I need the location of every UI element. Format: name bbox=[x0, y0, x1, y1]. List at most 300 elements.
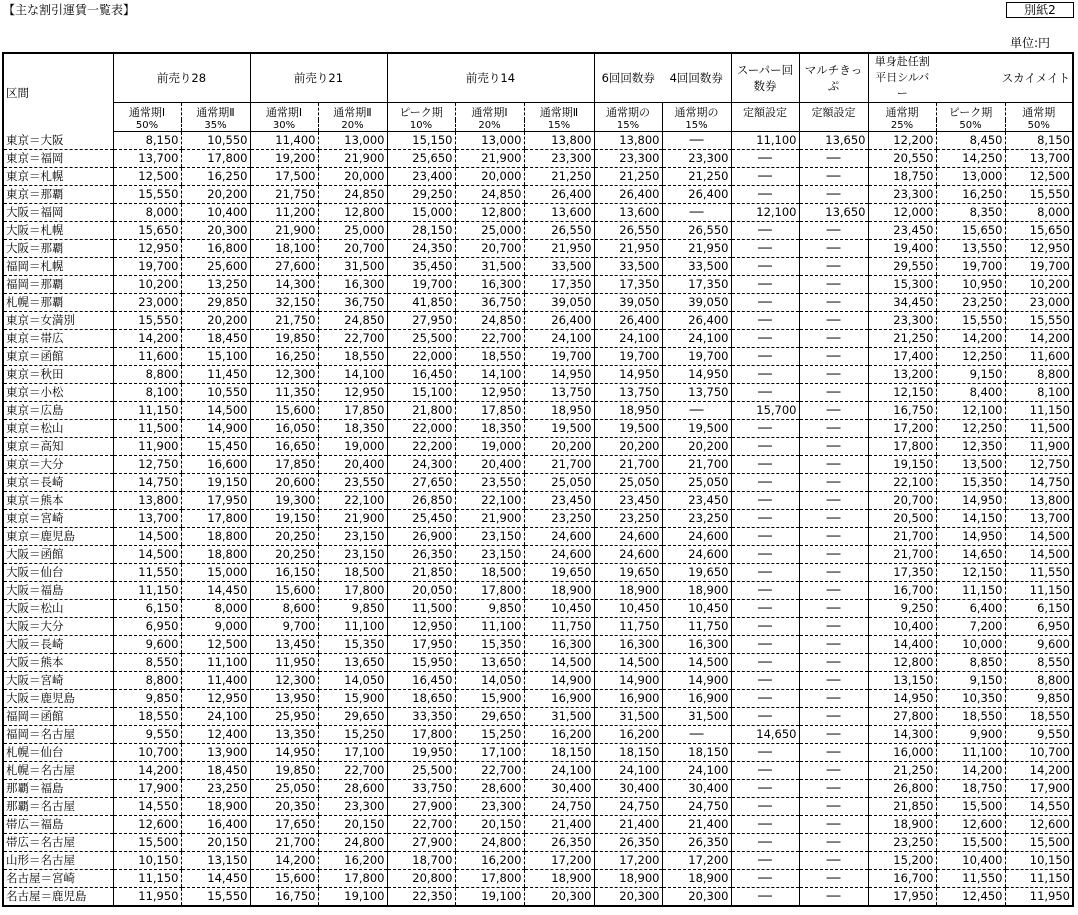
fare-cell: 13,700 bbox=[1005, 510, 1073, 528]
fare-cell: 19,000 bbox=[318, 438, 387, 456]
fare-cell: 14,200 bbox=[113, 330, 181, 348]
fare-cell: ── bbox=[731, 492, 799, 510]
fare-cell: 24,750 bbox=[524, 798, 594, 816]
fare-cell: ── bbox=[731, 528, 799, 546]
fare-cell: 14,650 bbox=[936, 546, 1005, 564]
fare-cell: 19,150 bbox=[181, 474, 250, 492]
route-cell: 大阪＝松山 bbox=[3, 600, 113, 618]
fare-cell: 8,800 bbox=[1005, 672, 1073, 690]
table-row bbox=[3, 186, 1073, 204]
fare-cell: 15,550 bbox=[1005, 186, 1073, 204]
fare-cell: 14,500 bbox=[113, 546, 181, 564]
fare-cell: ── bbox=[799, 888, 868, 907]
fare-cell: 19,300 bbox=[250, 492, 318, 510]
fare-cell: 18,900 bbox=[524, 582, 594, 600]
fare-cell: 24,850 bbox=[455, 186, 524, 204]
fare-cell: 28,150 bbox=[387, 222, 455, 240]
route-cell: 東京＝大阪 bbox=[3, 132, 113, 150]
fare-cell: 23,250 bbox=[936, 294, 1005, 312]
fare-cell: 10,200 bbox=[1005, 276, 1073, 294]
fare-cell: 11,200 bbox=[250, 204, 318, 222]
fare-cell: 11,150 bbox=[113, 402, 181, 420]
route-cell: 東京＝宮崎 bbox=[3, 510, 113, 528]
sub-header-cell: 通常期Ⅰ bbox=[455, 103, 524, 121]
fare-cell: 31,500 bbox=[594, 708, 662, 726]
percent-cell: 20% bbox=[318, 120, 387, 132]
table-row bbox=[3, 456, 1073, 474]
fare-cell: ── bbox=[799, 726, 868, 744]
fare-cell: 13,650 bbox=[799, 132, 868, 150]
unit-label: 単位:円 bbox=[1010, 36, 1051, 50]
fare-cell: 23,250 bbox=[524, 510, 594, 528]
fare-cell: 16,700 bbox=[868, 870, 936, 888]
fare-cell: 8,600 bbox=[250, 600, 318, 618]
table-row bbox=[3, 168, 1073, 186]
table-row bbox=[3, 294, 1073, 312]
fare-cell: 12,500 bbox=[113, 168, 181, 186]
fare-cell: 19,700 bbox=[1005, 258, 1073, 276]
fare-cell: 18,800 bbox=[181, 528, 250, 546]
fare-cell: 17,950 bbox=[181, 492, 250, 510]
fare-cell: 21,400 bbox=[662, 816, 731, 834]
fare-cell: 30,400 bbox=[524, 780, 594, 798]
fare-cell: ── bbox=[731, 744, 799, 762]
fare-cell: ── bbox=[799, 366, 868, 384]
route-cell: 帯広＝名古屋 bbox=[3, 834, 113, 852]
fare-cell: 26,800 bbox=[868, 780, 936, 798]
fare-cell: 12,300 bbox=[250, 366, 318, 384]
fare-cell: 18,550 bbox=[318, 348, 387, 366]
fare-cell: 18,550 bbox=[1005, 708, 1073, 726]
fare-cell: 26,400 bbox=[524, 186, 594, 204]
fare-cell: 17,900 bbox=[1005, 780, 1073, 798]
fare-cell: 14,500 bbox=[662, 654, 731, 672]
fare-cell: 20,300 bbox=[181, 222, 250, 240]
fare-cell: 18,450 bbox=[181, 330, 250, 348]
fare-cell: 17,850 bbox=[318, 402, 387, 420]
fare-cell: 22,350 bbox=[387, 888, 455, 907]
fare-cell: 18,450 bbox=[181, 762, 250, 780]
table-row bbox=[3, 870, 1073, 888]
fare-cell: 15,600 bbox=[250, 402, 318, 420]
fare-cell: 26,900 bbox=[387, 528, 455, 546]
fare-cell: 11,750 bbox=[594, 618, 662, 636]
percent-cell bbox=[799, 120, 868, 132]
route-cell: 大阪＝函館 bbox=[3, 546, 113, 564]
fare-cell: 11,100 bbox=[936, 744, 1005, 762]
fare-cell: 14,550 bbox=[1005, 798, 1073, 816]
fare-cell: ── bbox=[731, 654, 799, 672]
route-cell: 東京＝鹿児島 bbox=[3, 528, 113, 546]
fare-rows bbox=[3, 132, 1073, 907]
fare-cell: 12,600 bbox=[1005, 816, 1073, 834]
table-row bbox=[3, 150, 1073, 168]
fare-cell: ── bbox=[799, 276, 868, 294]
fare-cell: 15,950 bbox=[387, 654, 455, 672]
fare-cell: 14,900 bbox=[594, 672, 662, 690]
fare-cell: ── bbox=[799, 168, 868, 186]
fare-cell: 8,150 bbox=[113, 132, 181, 150]
fare-cell: 18,900 bbox=[594, 870, 662, 888]
fare-cell: 20,700 bbox=[455, 240, 524, 258]
fare-cell: 8,150 bbox=[1005, 132, 1073, 150]
fare-cell: 6,150 bbox=[1005, 600, 1073, 618]
fare-cell: ── bbox=[799, 240, 868, 258]
route-cell: 大阪＝仙台 bbox=[3, 564, 113, 582]
fare-cell: ── bbox=[731, 366, 799, 384]
group-header: 4回回数券 bbox=[669, 71, 723, 85]
sub-header-cell: ピーク期 bbox=[387, 103, 455, 121]
route-cell: 那覇＝福島 bbox=[3, 780, 113, 798]
fare-cell: 18,900 bbox=[662, 582, 731, 600]
fare-cell: 12,600 bbox=[936, 816, 1005, 834]
fare-cell: 16,900 bbox=[662, 690, 731, 708]
fare-cell: ── bbox=[799, 564, 868, 582]
fare-cell: 26,350 bbox=[524, 834, 594, 852]
fare-cell: 12,250 bbox=[936, 348, 1005, 366]
fare-cell: 13,000 bbox=[318, 132, 387, 150]
fare-cell: ── bbox=[799, 762, 868, 780]
fare-cell: 11,150 bbox=[936, 582, 1005, 600]
fare-cell: 11,600 bbox=[113, 348, 181, 366]
table-row bbox=[3, 276, 1073, 294]
fare-cell: 14,650 bbox=[731, 726, 799, 744]
fare-cell: 16,250 bbox=[250, 348, 318, 366]
fare-cell: 12,150 bbox=[868, 384, 936, 402]
fare-cell: 14,500 bbox=[1005, 546, 1073, 564]
fare-cell: 15,650 bbox=[936, 222, 1005, 240]
group-header: 前売り28 bbox=[156, 71, 207, 85]
fare-cell: 29,550 bbox=[868, 258, 936, 276]
fare-cell: 21,700 bbox=[594, 456, 662, 474]
fare-cell: 24,100 bbox=[662, 762, 731, 780]
fare-cell: ── bbox=[731, 600, 799, 618]
fare-cell: 16,800 bbox=[181, 240, 250, 258]
fare-cell: 15,250 bbox=[318, 726, 387, 744]
fare-cell: 13,700 bbox=[113, 510, 181, 528]
fare-cell: 23,300 bbox=[318, 798, 387, 816]
fare-cell: 17,500 bbox=[250, 168, 318, 186]
fare-cell: 17,650 bbox=[250, 816, 318, 834]
fare-cell: 6,950 bbox=[1005, 618, 1073, 636]
table-row bbox=[3, 438, 1073, 456]
fare-cell: 20,600 bbox=[250, 474, 318, 492]
fare-cell: ── bbox=[731, 348, 799, 366]
fare-cell: 12,450 bbox=[936, 888, 1005, 907]
fare-cell: 21,850 bbox=[868, 798, 936, 816]
route-cell: 東京＝那覇 bbox=[3, 186, 113, 204]
fare-cell: 14,950 bbox=[936, 528, 1005, 546]
fare-cell: 17,950 bbox=[387, 636, 455, 654]
route-cell: 大阪＝鹿児島 bbox=[3, 690, 113, 708]
fare-cell: 12,100 bbox=[936, 402, 1005, 420]
fare-cell: 12,000 bbox=[868, 204, 936, 222]
fare-cell: ── bbox=[731, 780, 799, 798]
fare-cell: 14,900 bbox=[181, 420, 250, 438]
fare-cell: 18,900 bbox=[524, 870, 594, 888]
fare-cell: 18,550 bbox=[455, 348, 524, 366]
fare-cell: ── bbox=[799, 672, 868, 690]
fare-cell: 23,250 bbox=[181, 780, 250, 798]
fare-cell: 11,100 bbox=[318, 618, 387, 636]
sub-header-cell: 通常期Ⅱ bbox=[318, 103, 387, 121]
fare-cell: 22,200 bbox=[387, 438, 455, 456]
fare-cell: 10,550 bbox=[181, 384, 250, 402]
table-row bbox=[3, 510, 1073, 528]
table-row bbox=[3, 402, 1073, 420]
fare-cell: 20,000 bbox=[455, 168, 524, 186]
fare-cell: 11,500 bbox=[387, 600, 455, 618]
fare-cell: 17,950 bbox=[868, 888, 936, 907]
fare-cell: 26,350 bbox=[594, 834, 662, 852]
fare-cell: 16,400 bbox=[181, 816, 250, 834]
fare-cell: 8,100 bbox=[1005, 384, 1073, 402]
fare-cell: 25,600 bbox=[181, 258, 250, 276]
fare-cell: 19,650 bbox=[594, 564, 662, 582]
fare-cell: 14,300 bbox=[868, 726, 936, 744]
table-row bbox=[3, 240, 1073, 258]
fare-cell: 18,900 bbox=[662, 870, 731, 888]
fare-cell: 15,000 bbox=[387, 204, 455, 222]
fare-cell: 24,100 bbox=[594, 762, 662, 780]
fare-cell: 21,700 bbox=[524, 456, 594, 474]
table-row bbox=[3, 222, 1073, 240]
fare-cell: ── bbox=[731, 330, 799, 348]
percent-cell: 50% bbox=[1005, 120, 1073, 132]
fare-cell: 19,850 bbox=[250, 330, 318, 348]
fare-cell: 13,800 bbox=[1005, 492, 1073, 510]
fare-cell: 21,400 bbox=[524, 816, 594, 834]
fare-cell: 16,700 bbox=[868, 582, 936, 600]
fare-cell: 41,850 bbox=[387, 294, 455, 312]
route-cell: 東京＝大分 bbox=[3, 456, 113, 474]
fare-cell: 10,150 bbox=[113, 852, 181, 870]
fare-cell: 20,200 bbox=[181, 186, 250, 204]
fare-cell: ── bbox=[799, 258, 868, 276]
fare-cell: ── bbox=[799, 636, 868, 654]
fare-cell: 24,750 bbox=[594, 798, 662, 816]
fare-cell: 6,950 bbox=[113, 618, 181, 636]
fare-cell: 12,950 bbox=[455, 384, 524, 402]
table-row bbox=[3, 312, 1073, 330]
fare-cell: ── bbox=[731, 168, 799, 186]
fare-cell: ── bbox=[731, 690, 799, 708]
route-cell: 東京＝小松 bbox=[3, 384, 113, 402]
fare-cell: 35,450 bbox=[387, 258, 455, 276]
sub-header-cell: 通常期 bbox=[1005, 103, 1073, 121]
fare-cell: 15,250 bbox=[455, 726, 524, 744]
fare-cell: 13,600 bbox=[524, 204, 594, 222]
fare-cell: 8,550 bbox=[113, 654, 181, 672]
fare-cell: 14,500 bbox=[594, 654, 662, 672]
fare-cell: 11,100 bbox=[731, 132, 799, 150]
fare-cell: 9,150 bbox=[936, 366, 1005, 384]
fare-cell: 15,600 bbox=[250, 870, 318, 888]
table-row bbox=[3, 762, 1073, 780]
fare-cell: 29,250 bbox=[387, 186, 455, 204]
fare-cell: 12,800 bbox=[318, 204, 387, 222]
fare-cell: 14,200 bbox=[936, 762, 1005, 780]
fare-cell: 19,650 bbox=[524, 564, 594, 582]
fare-cell: 36,750 bbox=[318, 294, 387, 312]
fare-cell: 6,150 bbox=[113, 600, 181, 618]
fare-cell: 15,350 bbox=[318, 636, 387, 654]
table-row bbox=[3, 258, 1073, 276]
fare-cell: ── bbox=[799, 654, 868, 672]
fare-cell: 11,400 bbox=[181, 672, 250, 690]
table-row bbox=[3, 636, 1073, 654]
percent-cell: 15% bbox=[594, 120, 662, 132]
fare-cell: 26,400 bbox=[524, 312, 594, 330]
fare-cell: 19,000 bbox=[455, 438, 524, 456]
fare-cell: 9,850 bbox=[318, 600, 387, 618]
fare-cell: ── bbox=[799, 510, 868, 528]
sub-header-cell: 定額設定 bbox=[731, 103, 799, 121]
fare-cell: 13,700 bbox=[113, 150, 181, 168]
fare-cell: 12,950 bbox=[181, 690, 250, 708]
fare-cell: 12,250 bbox=[936, 420, 1005, 438]
fare-cell: 13,350 bbox=[250, 726, 318, 744]
fare-cell: 14,500 bbox=[524, 654, 594, 672]
table-row bbox=[3, 618, 1073, 636]
route-cell: 東京＝広島 bbox=[3, 402, 113, 420]
fare-cell: ── bbox=[731, 636, 799, 654]
fare-cell: 31,500 bbox=[662, 708, 731, 726]
fare-cell: 23,400 bbox=[387, 168, 455, 186]
percent-cell: 15% bbox=[524, 120, 594, 132]
fare-cell: 12,150 bbox=[936, 564, 1005, 582]
table-row bbox=[3, 726, 1073, 744]
fare-cell: 11,950 bbox=[113, 888, 181, 907]
fare-cell: ── bbox=[731, 474, 799, 492]
fare-cell: 17,800 bbox=[318, 870, 387, 888]
fare-cell: 11,950 bbox=[250, 654, 318, 672]
fare-cell: 11,750 bbox=[662, 618, 731, 636]
fare-cell: 13,250 bbox=[181, 276, 250, 294]
fare-cell: ── bbox=[799, 384, 868, 402]
fare-cell: 14,050 bbox=[318, 672, 387, 690]
fare-cell: 17,200 bbox=[594, 852, 662, 870]
fare-cell: 16,650 bbox=[250, 438, 318, 456]
table-row bbox=[3, 474, 1073, 492]
fare-cell: ── bbox=[731, 672, 799, 690]
percent-cell: 20% bbox=[455, 120, 524, 132]
fare-cell: ── bbox=[799, 420, 868, 438]
fare-cell: 19,700 bbox=[524, 348, 594, 366]
sub-header-cell: 通常期の bbox=[594, 103, 662, 121]
fare-cell: ── bbox=[799, 348, 868, 366]
fare-cell: ── bbox=[731, 816, 799, 834]
fare-cell: 26,400 bbox=[594, 186, 662, 204]
fare-cell: 17,400 bbox=[868, 348, 936, 366]
fare-cell: 13,500 bbox=[936, 456, 1005, 474]
fare-cell: 9,850 bbox=[113, 690, 181, 708]
fare-cell: 18,900 bbox=[181, 798, 250, 816]
fare-cell: 11,550 bbox=[113, 564, 181, 582]
route-cell: 札幌＝那覇 bbox=[3, 294, 113, 312]
fare-cell: 23,450 bbox=[868, 222, 936, 240]
route-cell: 札幌＝名古屋 bbox=[3, 762, 113, 780]
fare-cell: 22,100 bbox=[318, 492, 387, 510]
fare-cell: 25,050 bbox=[594, 474, 662, 492]
fare-cell: 14,950 bbox=[662, 366, 731, 384]
fare-cell: 9,850 bbox=[455, 600, 524, 618]
fare-cell: ── bbox=[799, 582, 868, 600]
fare-cell: 21,250 bbox=[662, 168, 731, 186]
fare-cell: 11,150 bbox=[1005, 402, 1073, 420]
fare-cell: 8,550 bbox=[1005, 654, 1073, 672]
fare-cell: 11,350 bbox=[250, 384, 318, 402]
fare-cell: ── bbox=[731, 258, 799, 276]
fare-cell: 20,700 bbox=[318, 240, 387, 258]
fare-cell: 26,850 bbox=[387, 492, 455, 510]
fare-cell: 11,750 bbox=[524, 618, 594, 636]
fare-cell: 15,900 bbox=[318, 690, 387, 708]
fare-cell: 13,000 bbox=[936, 168, 1005, 186]
fare-cell: 18,100 bbox=[250, 240, 318, 258]
fare-cell: 17,800 bbox=[455, 582, 524, 600]
fare-cell: 24,750 bbox=[662, 798, 731, 816]
fare-cell: 24,600 bbox=[524, 528, 594, 546]
fare-cell: 23,300 bbox=[868, 312, 936, 330]
fare-cell: 14,750 bbox=[1005, 474, 1073, 492]
fare-cell: ── bbox=[799, 402, 868, 420]
fare-cell: 39,050 bbox=[594, 294, 662, 312]
fare-cell: 13,450 bbox=[250, 636, 318, 654]
fare-cell: 9,550 bbox=[113, 726, 181, 744]
fare-cell: 22,100 bbox=[455, 492, 524, 510]
fare-cell: 19,500 bbox=[662, 420, 731, 438]
fare-cell: 24,100 bbox=[524, 762, 594, 780]
fare-cell: 23,250 bbox=[868, 834, 936, 852]
fare-cell: 29,650 bbox=[318, 708, 387, 726]
fare-cell: 16,750 bbox=[250, 888, 318, 907]
fare-cell: 9,700 bbox=[250, 618, 318, 636]
table-row bbox=[3, 420, 1073, 438]
fare-cell: 14,150 bbox=[936, 510, 1005, 528]
fare-cell: 21,400 bbox=[594, 816, 662, 834]
fare-cell: 11,100 bbox=[181, 654, 250, 672]
route-cell: 帯広＝福島 bbox=[3, 816, 113, 834]
fare-cell: 17,800 bbox=[181, 510, 250, 528]
fare-cell: 24,800 bbox=[318, 834, 387, 852]
fare-cell: 13,750 bbox=[662, 384, 731, 402]
fare-cell: 16,200 bbox=[318, 852, 387, 870]
sub-header-row bbox=[3, 103, 1073, 121]
table-row bbox=[3, 852, 1073, 870]
fare-cell: 17,200 bbox=[868, 420, 936, 438]
fare-cell: 18,750 bbox=[936, 780, 1005, 798]
fare-cell: 14,750 bbox=[113, 474, 181, 492]
fare-cell: 12,500 bbox=[181, 636, 250, 654]
fare-cell: 9,000 bbox=[181, 618, 250, 636]
table-row bbox=[3, 564, 1073, 582]
fare-cell: 17,100 bbox=[318, 744, 387, 762]
fare-cell: 14,500 bbox=[113, 528, 181, 546]
fare-cell: 25,650 bbox=[387, 150, 455, 168]
fare-cell: ── bbox=[731, 708, 799, 726]
fare-cell: 24,850 bbox=[318, 312, 387, 330]
fare-cell: ── bbox=[731, 222, 799, 240]
fare-cell: 11,900 bbox=[1005, 438, 1073, 456]
fare-cell: 18,750 bbox=[868, 168, 936, 186]
percent-cell: 35% bbox=[181, 120, 250, 132]
fare-cell: 14,200 bbox=[1005, 330, 1073, 348]
fare-cell: 20,250 bbox=[250, 528, 318, 546]
fare-cell: 8,100 bbox=[113, 384, 181, 402]
fare-cell: 17,350 bbox=[594, 276, 662, 294]
fare-cell: 18,350 bbox=[318, 420, 387, 438]
